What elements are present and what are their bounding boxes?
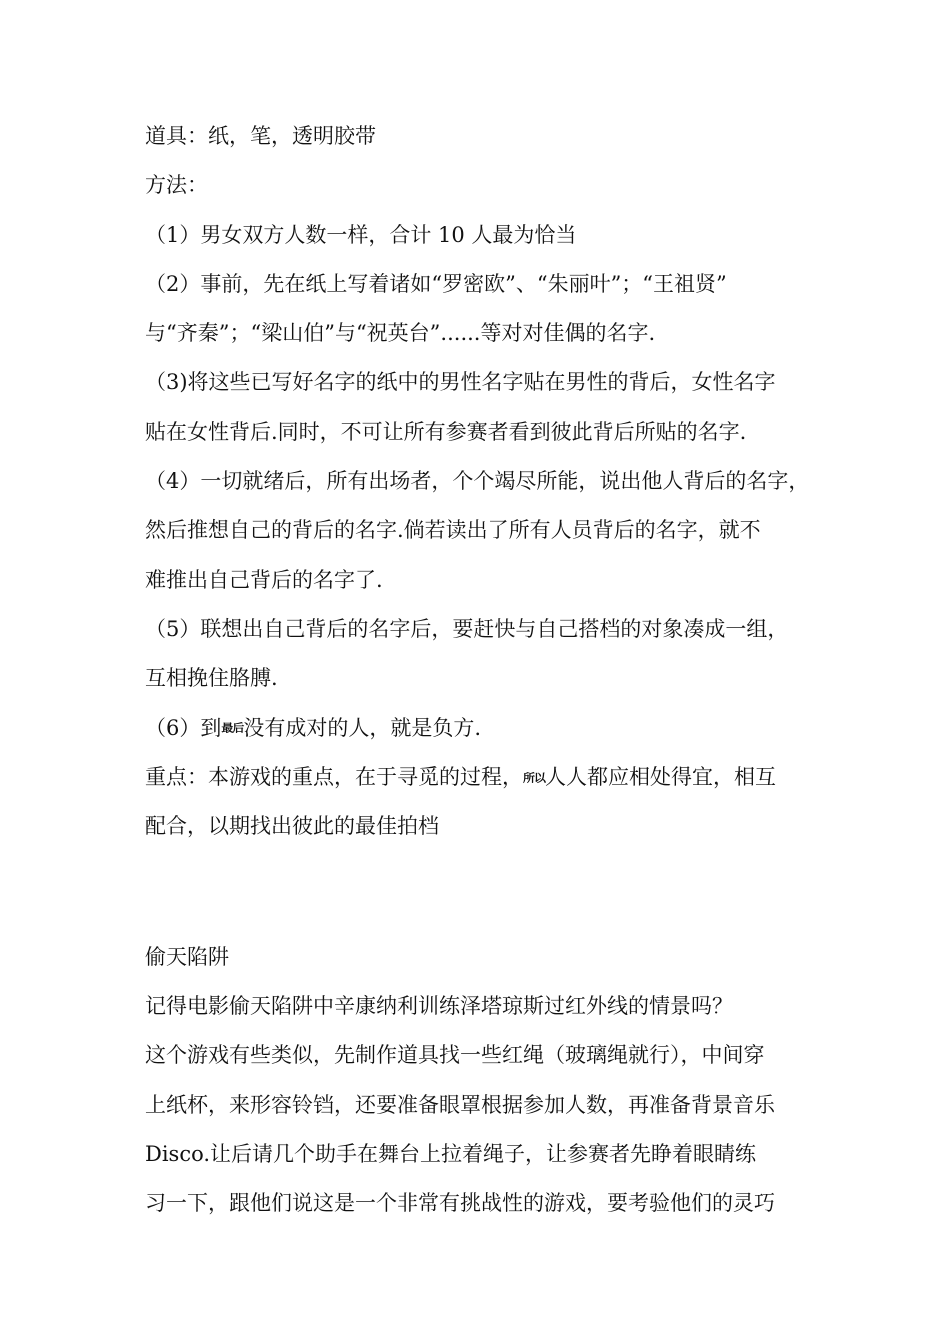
step-5-line-2: 互相挽住胳膊.	[145, 666, 278, 691]
key-point-line-2: 配合，以期找出彼此的最佳拍档	[145, 814, 439, 839]
method-heading: 方法：	[145, 173, 208, 198]
step-6-line	[145, 704, 815, 753]
section-paragraph-line-3: 上纸杯，来形容铃铛，还要准备眼罩根据参加人数，再准备背景音乐	[145, 1092, 775, 1117]
key-point-text-after: 人人都应相处得宜，相互	[545, 764, 777, 789]
blank-line	[145, 851, 815, 900]
step-3-line-1: （3)将这些已写好名字的纸中的男性名字贴在男性的背后，女性名字	[145, 370, 776, 395]
document-body	[145, 112, 815, 1229]
step-5-line-1: （5）联想出自己背后的名字后，要赶快与自己搭档的对象凑成一组，	[145, 616, 789, 641]
section-paragraph-line-2: 这个游戏有些类似，先制作道具找一些红绳（玻璃绳就行），中间穿	[145, 1043, 765, 1068]
key-point-line-1	[145, 753, 815, 802]
key-point-text-before: 重点：本游戏的重点，在于寻觅的过程，	[145, 764, 523, 789]
props-line: 道具：纸，笔，透明胶带	[145, 124, 376, 148]
garbled-glyph: 所以	[523, 771, 546, 785]
garbled-glyph: 最后	[221, 722, 244, 735]
section-paragraph-line-5: 习一下，跟他们说这是一个非常有挑战性的游戏，要考验他们的灵巧	[145, 1191, 775, 1216]
step-2-line-2: 与“齐秦”；“梁山伯”与“祝英台”......等对对佳偶的名字.	[145, 321, 656, 346]
step-3-line-2: 贴在女性背后.同时，不可让所有参赛者看到彼此背后所贴的名字.	[145, 419, 747, 444]
step-1-line: （1）男女双方人数一样，合计 10 人最为恰当	[145, 222, 577, 247]
step-6-text-after: 没有成对的人，就是负方.	[243, 715, 482, 740]
step-6-text-before: （6）到	[145, 715, 222, 740]
step-4-line-1: （4）一切就绪后，所有出场者，个个竭尽所能，说出他人背后的名字，	[145, 469, 810, 494]
step-4-line-3: 难推出自己背后的名字了.	[145, 567, 383, 592]
step-4-line-2: 然后推想自己的背后的名字.倘若读出了所有人员背后的名字，就不	[145, 518, 761, 543]
section-gap	[145, 901, 815, 933]
section-title: 偷天陷阱	[145, 944, 229, 969]
section-paragraph-line-1: 记得电影偷天陷阱中辛康纳利训练泽塔琼斯过红外线的情景吗？	[145, 994, 733, 1019]
section-paragraph-line-4: Disco.让后请几个助手在舞台上拉着绳子，让参赛者先睁着眼睛练	[145, 1141, 757, 1166]
step-2-line-1: （2）事前，先在纸上写着诸如“罗密欧”、“朱丽叶”；“王祖贤”	[145, 271, 727, 296]
